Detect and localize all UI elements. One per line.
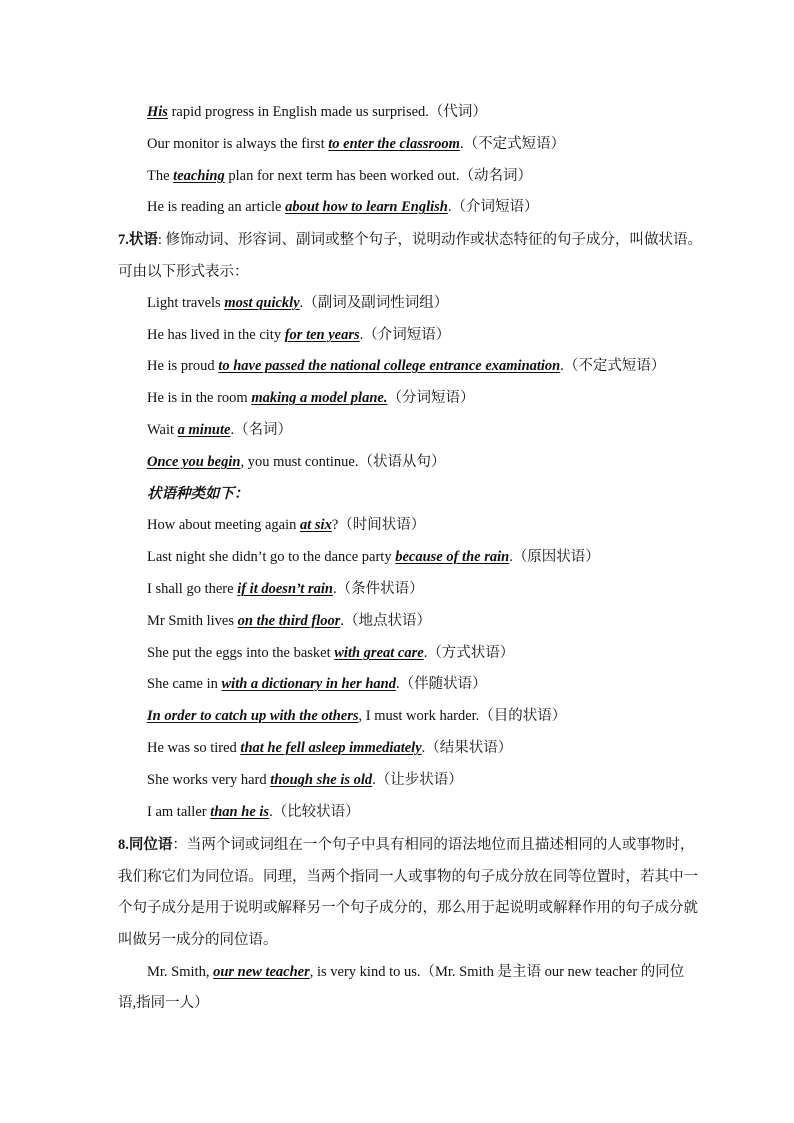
example-line: Last night she didn’t go to the dance party because of the rain.（原因状语） [147, 549, 600, 565]
example-line: Wait a minute.（名词） [147, 422, 293, 438]
example-line: He is reading an article about how to learn English.（介词短语） [147, 199, 539, 215]
example-line: Mr. Smith, our new teacher, is very kind to us.（Mr. Smith 是主语 our new teacher 的同位 [147, 964, 685, 980]
emphasized-phrase: His [147, 104, 168, 120]
section-7-definition-cont: 可由以下形式表示： [118, 264, 249, 280]
emphasized-phrase: to enter the classroom [328, 136, 460, 152]
section-8-text-line: 叫做另一成分的同位语。 [118, 932, 278, 948]
types-heading: 状语种类如下： [147, 486, 249, 502]
example-line: She works very hard though she is old.（让步状语） [147, 772, 463, 788]
example-line: He is proud to have passed the national college entrance examination.（不定式短语） [147, 358, 666, 374]
example-line: He is in the room making a model plane.（分词短语） [147, 390, 475, 406]
emphasized-phrase: that he fell asleep immediately [240, 740, 422, 756]
emphasized-phrase: teaching [173, 168, 225, 184]
example-line: She came in with a dictionary in her hand.（伴随状语） [147, 676, 487, 692]
emphasized-phrase: than he is [210, 804, 270, 820]
section-8-term: 同位语 [128, 837, 173, 853]
emphasized-phrase: making a model plane. [251, 390, 388, 406]
example-line: She put the eggs into the basket with great care.（方式状语） [147, 645, 515, 661]
example-line: His rapid progress in English made us surprised.（代词） [147, 104, 487, 120]
emphasized-phrase: with a dictionary in her hand [221, 676, 396, 692]
section-8-text-line: 个句子成分是用于说明或解释另一个句子成分的，那么用于起说明或解释作用的句子成分就 [118, 900, 698, 916]
emphasized-phrase: most quickly [224, 295, 300, 311]
emphasized-phrase: because of the rain [395, 549, 510, 565]
example-line: The teaching plan for next term has been worked out.（动名词） [147, 168, 532, 184]
emphasized-phrase: on the third floor [237, 613, 341, 629]
emphasized-phrase: to have passed the national college entrance examination [218, 358, 561, 374]
example-line: Once you begin, you must continue.（状语从句） [147, 454, 446, 470]
emphasized-phrase: our new teacher [213, 964, 310, 980]
emphasized-phrase: at six [300, 517, 332, 533]
emphasized-phrase: though she is old [270, 772, 373, 788]
example-line: Light travels most quickly.（副词及副词性词组） [147, 295, 449, 311]
example-line: In order to catch up with the others, I must work harder.（目的状语） [147, 708, 567, 724]
example-line: I am taller than he is.（比较状语） [147, 804, 360, 820]
emphasized-phrase: with great care [334, 645, 424, 661]
example-line: He was so tired that he fell asleep immediately.（结果状语） [147, 740, 513, 756]
emphasized-phrase: if it doesn’t rain [237, 581, 333, 597]
emphasized-phrase: In order to catch up with the others [147, 708, 359, 724]
emphasized-phrase: Once you begin [147, 454, 241, 470]
example-line-cont: 语,指同一人） [118, 995, 209, 1011]
section-7-term: 状语 [128, 232, 158, 248]
emphasized-phrase: a minute [177, 422, 231, 438]
emphasized-phrase: about how to learn English [285, 199, 448, 215]
section-8-heading: 8.同位语：当两个词或词组在一个句子中具有相同的语法地位而且描述相同的人或事物时， [118, 837, 695, 853]
emphasized-phrase: for ten years [284, 327, 360, 343]
example-line: Our monitor is always the first to enter the classroom.（不定式短语） [147, 136, 566, 152]
example-line: I shall go there if it doesn’t rain.（条件状语） [147, 581, 424, 597]
example-line: Mr Smith lives on the third floor.（地点状语） [147, 613, 431, 629]
example-line: He has lived in the city for ten years.（介词短语） [147, 327, 451, 343]
example-line: How about meeting again at six?（时间状语） [147, 517, 426, 533]
section-8-text-line: 我们称它们为同位语。同理，当两个指同一人或事物的句子成分放在同等位置时，若其中一 [118, 869, 698, 885]
section-7-heading: 7.状语: 修饰动词、形容词、副词或整个句子，说明动作或状态特征的句子成分，叫做状语。 [118, 232, 703, 248]
